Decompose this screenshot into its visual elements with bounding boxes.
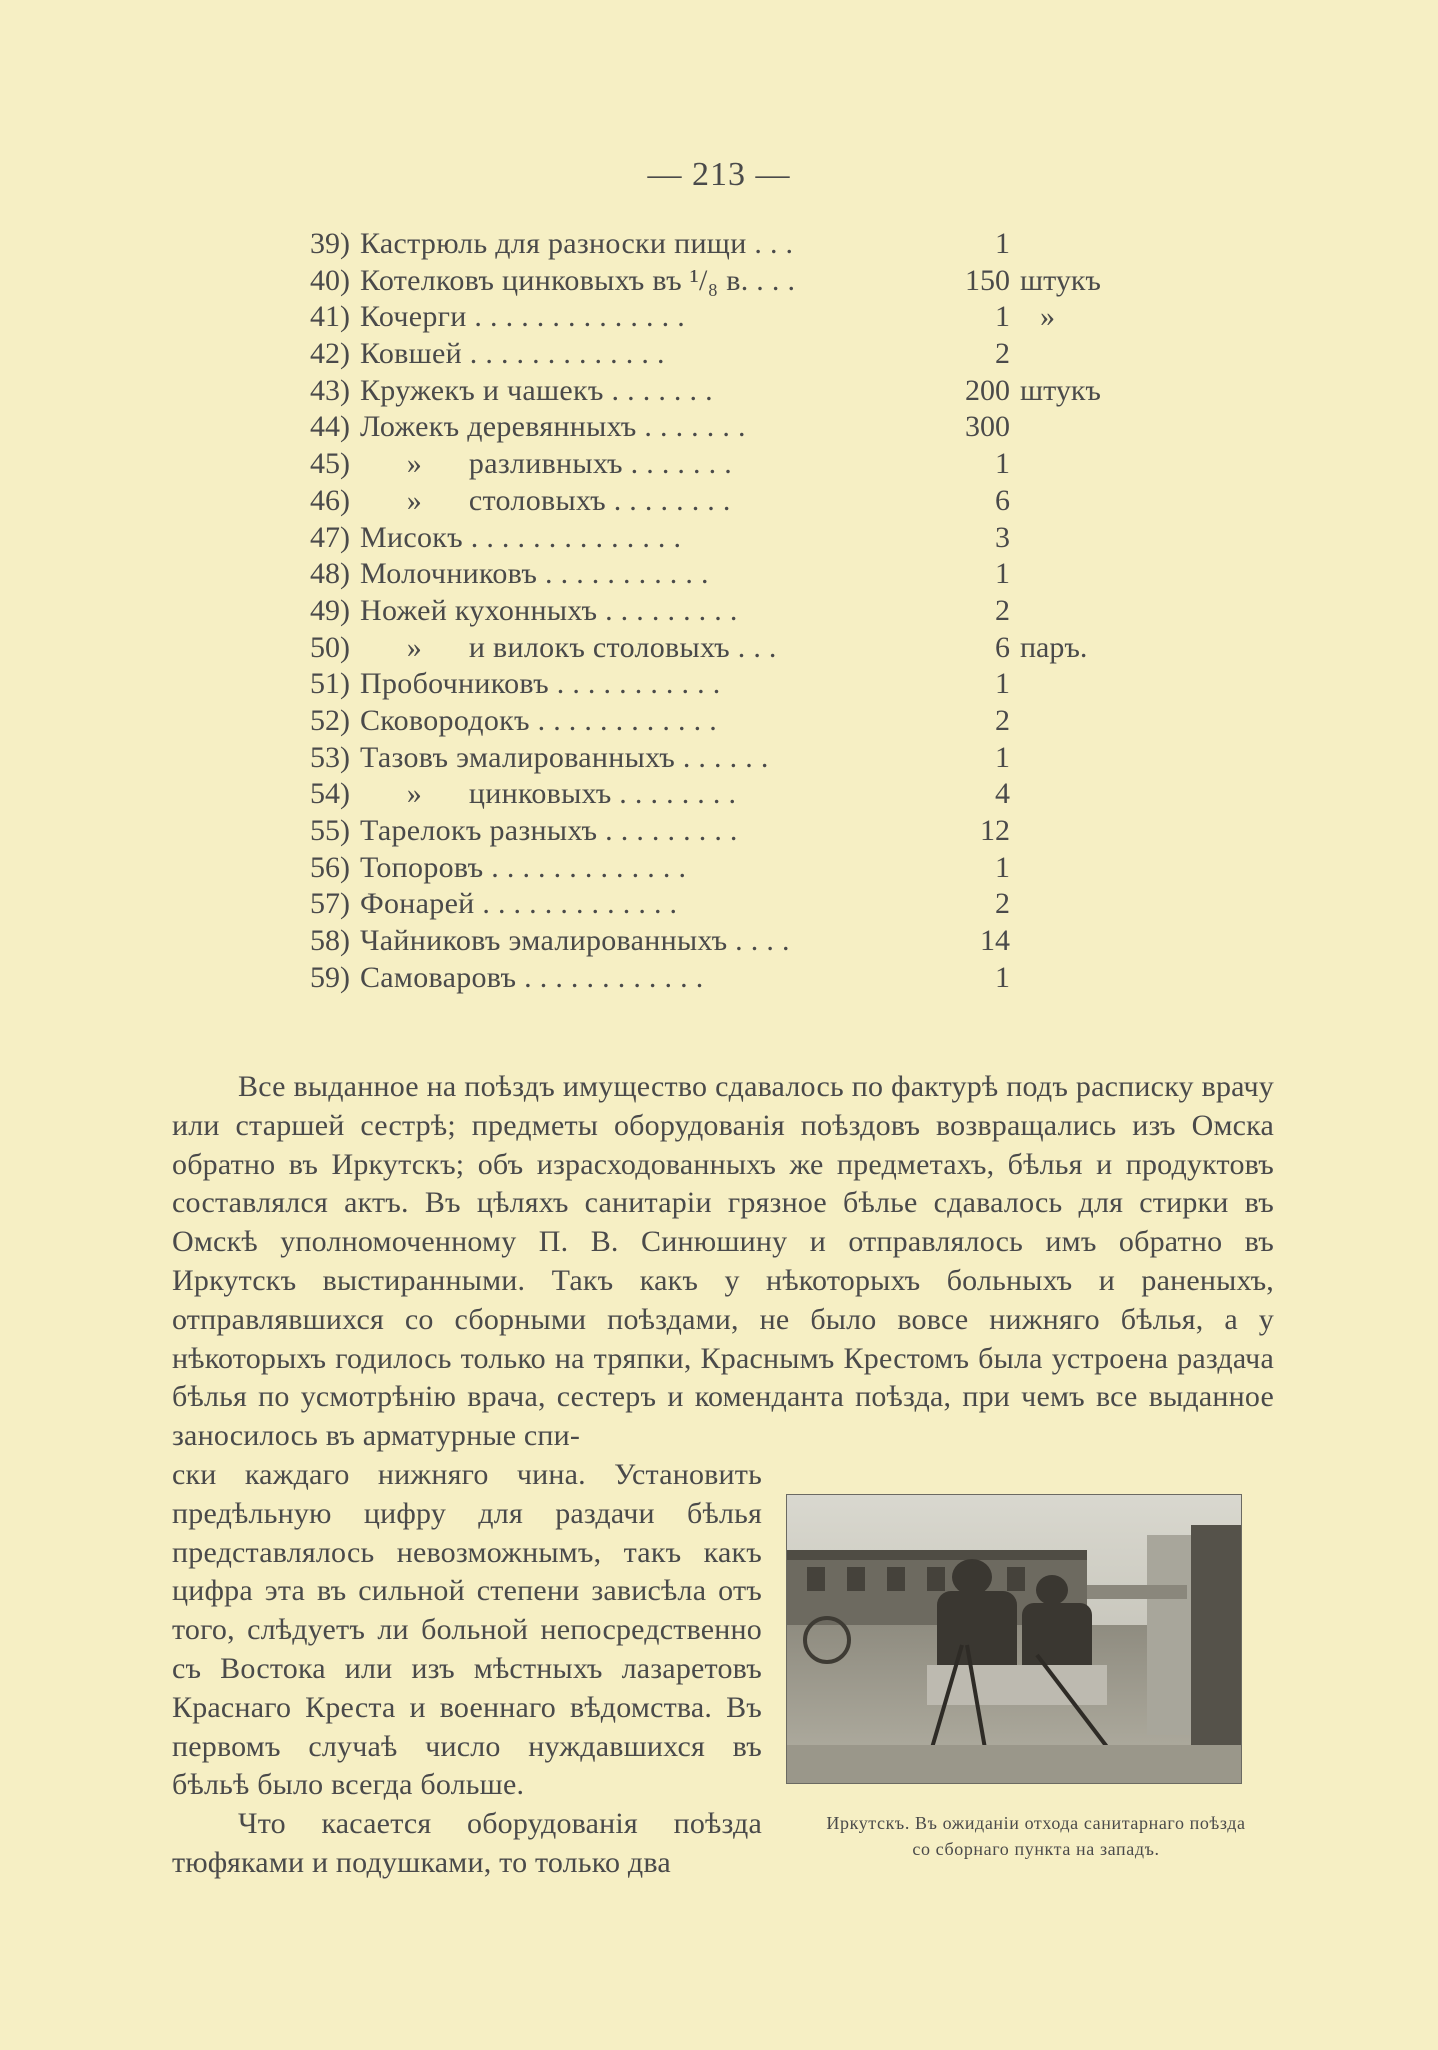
inventory-row	[290, 520, 1110, 557]
item-number: 47)	[310, 520, 350, 554]
item-quantity: 1	[995, 740, 1010, 774]
inventory-row	[290, 446, 1110, 483]
item-label: Тазовъ эмалированныхъ . . . . . .	[360, 740, 769, 774]
item-quantity: 200	[965, 373, 1010, 407]
inventory-row	[290, 409, 1110, 446]
photograph-illustration	[787, 1495, 1241, 1783]
inventory-row	[290, 886, 1110, 923]
item-label: Кружекъ и чашекъ . . . . . . .	[360, 373, 713, 407]
item-quantity: 14	[980, 924, 1010, 958]
item-label: Мисокъ . . . . . . . . . . . . . .	[360, 520, 682, 554]
item-quantity: 12	[980, 814, 1010, 847]
item-quantity: 2	[995, 703, 1010, 737]
item-number: 46)	[310, 483, 350, 517]
item-label: Ложекъ деревянныхъ . . . . . . .	[360, 410, 746, 444]
item-quantity: 1	[995, 300, 1010, 334]
item-quantity: 1	[995, 447, 1010, 481]
item-label: Самоваровъ . . . . . . . . . . . .	[360, 960, 704, 994]
item-number: 57)	[310, 887, 350, 921]
inventory-row	[290, 226, 1110, 263]
item-number: 55)	[310, 814, 350, 847]
item-number: 58)	[310, 924, 350, 958]
text-column-left	[172, 1456, 762, 1883]
inventory-row	[290, 703, 1110, 740]
item-label: Тарелокъ разныхъ . . . . . . . . .	[360, 814, 738, 847]
item-unit: штукъ	[1020, 263, 1101, 297]
item-label: Кочерги . . . . . . . . . . . . . .	[360, 300, 686, 334]
item-number: 51)	[310, 667, 350, 701]
item-quantity: 1	[995, 557, 1010, 591]
item-label: » столовыхъ . . . . . . . .	[360, 483, 731, 517]
item-quantity: 3	[995, 520, 1010, 554]
item-quantity: 1	[995, 227, 1010, 260]
item-quantity: 150	[965, 263, 1010, 297]
item-quantity: 6	[995, 483, 1010, 517]
item-quantity: 1	[995, 850, 1010, 884]
item-unit: »	[1040, 300, 1055, 334]
item-number: 40)	[310, 263, 350, 297]
item-label: Топоровъ . . . . . . . . . . . . .	[360, 850, 687, 884]
paragraph-continuation: ски каждаго нижняго чина. Установить предѣльную цифру для раздачи бѣлья представлялось невозможнымъ, такъ какъ цифра эта въ сильной степени зависѣла отъ того, слѣдуетъ ли больной непосредственно съ Востока или изъ мѣстныхъ лазаретовъ Краснаго Креста и военнаго вѣдомства. Въ первомъ случаѣ число нуждавшихся въ бѣльѣ было всегда больше.	[172, 1458, 762, 1802]
item-quantity: 2	[995, 337, 1010, 371]
inventory-row	[290, 630, 1110, 667]
item-unit: штукъ	[1020, 373, 1101, 407]
item-quantity: 6	[995, 630, 1010, 664]
item-number: 41)	[310, 300, 350, 334]
item-quantity: 2	[995, 887, 1010, 921]
item-number: 42)	[310, 337, 350, 371]
item-label: Чайниковъ эмалированныхъ . . . .	[360, 924, 790, 958]
caption-line-2: со сборнаго пункта на западъ.	[912, 1839, 1160, 1859]
item-quantity: 4	[995, 777, 1010, 811]
item-number: 43)	[310, 373, 350, 407]
inventory-row	[290, 556, 1110, 593]
inventory-row	[290, 299, 1110, 336]
item-label: Сковородокъ . . . . . . . . . . . .	[360, 703, 718, 737]
item-quantity: 2	[995, 593, 1010, 627]
inventory-row	[290, 336, 1110, 373]
item-number: 56)	[310, 850, 350, 884]
paragraph-second: Что касается оборудованія поѣзда тюфяками и подушками, то только два	[172, 1807, 762, 1879]
inventory-row	[290, 776, 1110, 813]
item-number: 59)	[310, 960, 350, 994]
item-number: 53)	[310, 740, 350, 774]
item-label: » и вилокъ столовыхъ . . .	[360, 630, 777, 664]
item-unit: паръ.	[1020, 630, 1088, 664]
page-number: — 213 —	[647, 156, 791, 193]
item-label: Ножей кухонныхъ . . . . . . . . .	[360, 593, 738, 627]
inventory-row	[290, 740, 1110, 777]
caption-line-1: Иркутскъ. Въ ожиданіи отхода санитарнаго поѣзда	[826, 1813, 1246, 1833]
inventory-row	[290, 483, 1110, 520]
inventory-list	[290, 226, 1110, 996]
inventory-row	[290, 923, 1110, 960]
figure-caption	[786, 1810, 1286, 1862]
inventory-row	[290, 263, 1110, 300]
inventory-row	[290, 850, 1110, 887]
item-label: » цинковыхъ . . . . . . . .	[360, 777, 737, 811]
main-paragraph: Все выданное на поѣздъ имущество сдавалось по фактурѣ подъ расписку врачу или старшей сестрѣ; предметы оборудованія поѣздовъ возвращались изъ Омска обратно въ Иркутскъ; объ израсходованныхъ же предметахъ, бѣлья и продуктовъ составлялся актъ. Въ цѣляхъ санитаріи грязное бѣлье сдавалось для стирки въ Омскѣ уполномоченному П. В. Синюшину и отправлялось имъ обратно въ Иркутскъ выстиранными. Такъ какъ у нѣкоторыхъ больныхъ и раненыхъ, отправлявшихся со сборными поѣздами, не было вовсе нижняго бѣлья, а у нѣкоторыхъ годилось только на тряпки, Краснымъ Крестомъ была устроена раздача бѣлья по усмотрѣнію врача, сестеръ и коменданта поѣзда, при чемъ все выданное заносилось въ арматурные спи-	[172, 1070, 1274, 1453]
item-label: » разливныхъ . . . . . . .	[360, 447, 733, 481]
item-quantity: 1	[995, 960, 1010, 994]
item-number: 50)	[310, 630, 350, 664]
item-label: Молочниковъ . . . . . . . . . . .	[360, 557, 709, 591]
item-number: 54)	[310, 777, 350, 811]
inventory-row	[290, 813, 1110, 850]
item-label: Пробочниковъ . . . . . . . . . . .	[360, 667, 721, 701]
photograph	[786, 1494, 1242, 1784]
item-label: Фонарей . . . . . . . . . . . . .	[360, 887, 678, 921]
inventory-row	[290, 373, 1110, 410]
inventory-row	[290, 960, 1110, 997]
item-number: 52)	[310, 703, 350, 737]
item-quantity: 1	[995, 667, 1010, 701]
item-number: 45)	[310, 447, 350, 481]
item-label: Котелковъ цинковыхъ въ ¹/₈ в. . . .	[360, 263, 796, 297]
item-label: Ковшей . . . . . . . . . . . . .	[360, 337, 665, 371]
inventory-row	[290, 666, 1110, 703]
inventory-row	[290, 593, 1110, 630]
item-label: Кастрюль для разноски пищи . . .	[360, 227, 794, 260]
item-number: 48)	[310, 557, 350, 591]
item-number: 49)	[310, 593, 350, 627]
item-quantity: 300	[965, 410, 1010, 444]
item-number: 39)	[310, 227, 350, 260]
item-number: 44)	[310, 410, 350, 444]
